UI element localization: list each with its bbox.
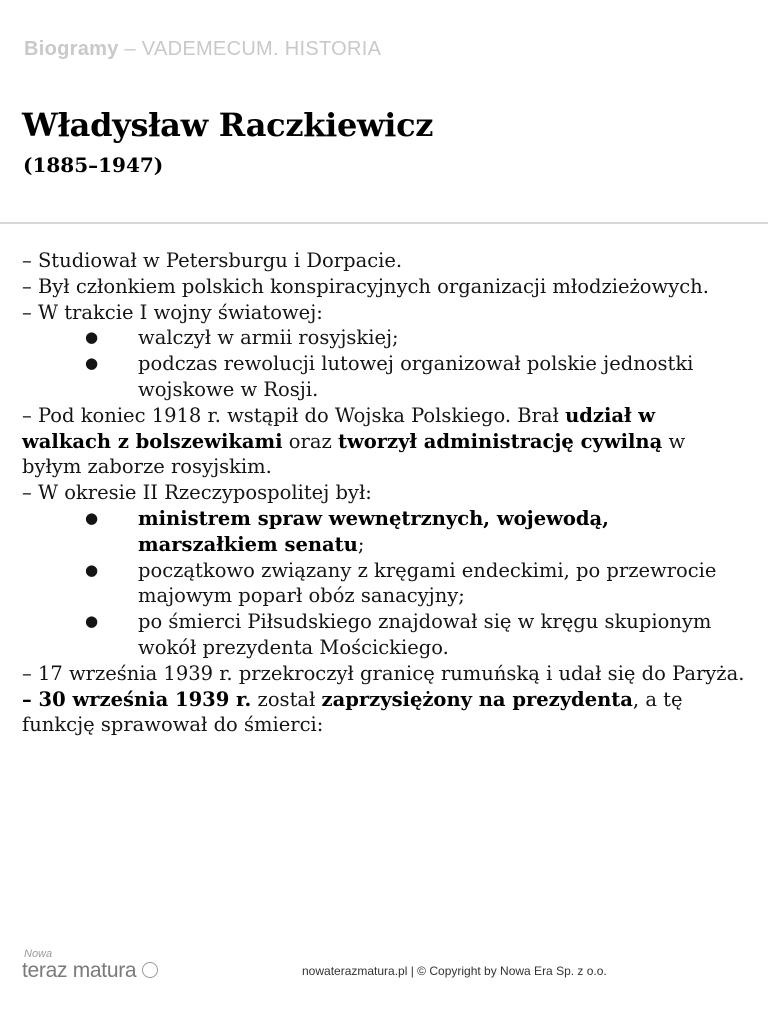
text-span: został [251,687,322,711]
bold-span: ministrem spraw wewnętrznych, wojewodą, marszałkiem senatu [138,506,609,556]
life-dates: (1885–1947) [23,153,164,177]
bold-span: udział w walkach z bolszewikami [22,403,656,453]
list-item-text: początkowo związany z kręgami endeckimi, po przewrocie majowym poparł obóz sanacyjny; [138,558,717,608]
logo-main-text: teraz matura [22,959,137,982]
list-ww1 [22,325,746,402]
bullet-icon: ● [85,612,99,631]
header-label-rest: – VADEMECUM. HISTORIA [118,38,382,60]
paragraph-studies: – Studiował w Petersburgu i Dorpacie. [22,249,403,272]
publisher-logo [22,948,158,982]
list-item [22,325,746,351]
list-second-republic [22,506,746,661]
divider [0,222,768,224]
bold-span: – [22,687,39,711]
list-item-text: po śmierci Piłsudskiego znajdował się w kręgu skupionym wokół prezydenta Mościckiego. [138,610,712,659]
list-item [22,351,746,403]
text-span: , a tę funkcję sprawował do śmierci: [22,687,683,737]
paragraph-second-republic: – W okresie II Rzeczypospolitej był: [22,481,372,505]
page-title: Władysław Raczkiewicz [22,106,434,144]
section-header [24,38,381,61]
list-item-text: podczas rewolucji lutowej organizował polskie jednostki wojskowe w Rosji. [138,352,694,401]
paragraph-organizations: – Był członkiem polskich konspiracyjnych organizacji młodzieżowych. [22,274,709,298]
bullet-icon: ● [85,560,99,579]
bold-span: zaprzysiężony na prezydenta [321,687,633,711]
text-span: ; [357,532,365,556]
biography-body [22,248,746,738]
bold-span: tworzył administrację cywilną [337,429,663,453]
text-span: – Pod koniec 1918 r. wstąpił do Wojska Polskiego. Brał [22,403,566,427]
logo-small-text: Nowa [24,948,53,960]
header-label-bold: Biogramy [24,38,119,60]
bullet-icon: ● [85,508,99,527]
bold-span: 30 września 1939 r. [38,687,252,711]
paragraph-1939-border: – 17 września 1939 r. przekroczył granicę rumuńską i udał się do Paryża. [22,661,745,685]
text-span: w byłym zaborze rosyjskim. [22,429,686,479]
list-item [22,506,746,558]
paragraph-1918 [22,403,746,480]
paragraph-ww1: – W trakcie I wojny światowej: [22,300,323,324]
lightbulb-icon [142,962,158,978]
text-span: oraz [282,429,338,453]
bullet-icon: ● [85,328,99,347]
copyright-text: nowaterazmatura.pl | © Copyright by Nowa Era Sp. z o.o. [302,964,607,978]
list-item [22,609,746,661]
list-item-text: walczył w armii rosyjskiej; [138,326,399,350]
list-item [22,558,746,610]
paragraph-presidency [22,687,746,739]
bullet-icon: ● [85,354,99,373]
